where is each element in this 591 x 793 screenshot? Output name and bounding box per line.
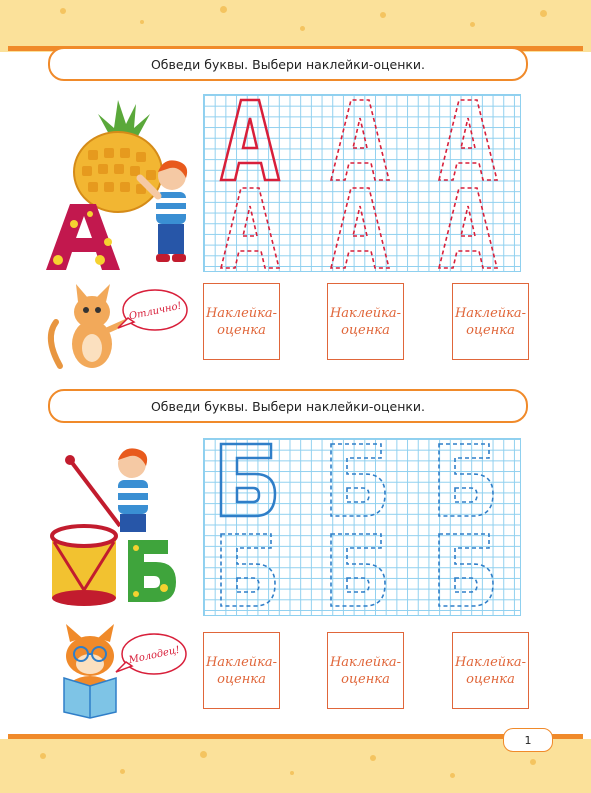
letter-b-dashed xyxy=(331,444,385,516)
sticker-label: Наклейка- оценка xyxy=(205,305,278,338)
speech-bubble-text: Отлично! xyxy=(128,300,183,323)
letter-b-dashed xyxy=(221,534,275,606)
letter-a-tracing-letters xyxy=(203,94,519,270)
speech-bubble-text: Молодец! xyxy=(127,644,181,667)
rating-sticker-slot[interactable] xyxy=(452,283,529,360)
pineapple-boy-illustration xyxy=(40,92,195,272)
exercise-2-instruction xyxy=(48,389,528,423)
cat-icon xyxy=(51,284,126,368)
cat-illustration xyxy=(40,278,190,378)
exercise-1-instruction xyxy=(48,47,528,81)
top-decor-band xyxy=(0,0,591,52)
fox-reading-icon xyxy=(64,624,116,718)
letter-b-tracing-letters xyxy=(203,438,519,614)
letter-a-dashed xyxy=(439,100,497,180)
rating-sticker-slot[interactable] xyxy=(203,283,280,360)
letter-b-dashed xyxy=(439,534,493,606)
letter-b-dashed xyxy=(331,534,385,606)
sticker-label: Наклейка- оценка xyxy=(454,305,527,338)
speech-bubble xyxy=(118,290,187,330)
rating-sticker-slot[interactable] xyxy=(452,632,529,709)
letter-a-dashed xyxy=(331,188,389,268)
speech-bubble xyxy=(116,634,186,674)
fox-illustration xyxy=(40,620,190,720)
sticker-label: Наклейка- оценка xyxy=(205,654,278,687)
sticker-label: Наклейка- оценка xyxy=(329,305,402,338)
letter-b-dashed xyxy=(439,444,493,516)
rating-sticker-slot[interactable] xyxy=(203,632,280,709)
bottom-decor-band xyxy=(0,739,591,793)
exercise-1-instruction-text: Обведи буквы. Выбери наклейки-оценки. xyxy=(150,56,426,72)
pineapple-icon xyxy=(74,100,162,212)
sticker-label: Наклейка- оценка xyxy=(454,654,527,687)
boy-icon xyxy=(118,448,148,532)
letter-a-dashed xyxy=(439,188,497,268)
rating-sticker-slot[interactable] xyxy=(327,632,404,709)
drum-boy-illustration xyxy=(40,440,200,610)
letter-b-solid xyxy=(221,444,275,516)
page-number xyxy=(503,728,553,752)
letter-a-dashed xyxy=(331,100,389,180)
letter-a-figure-icon xyxy=(46,204,120,270)
rating-sticker-slot[interactable] xyxy=(327,283,404,360)
letter-b-figure-icon xyxy=(128,540,176,602)
letter-a-solid xyxy=(221,100,279,180)
sticker-label: Наклейка- оценка xyxy=(329,654,402,687)
drum-icon xyxy=(52,455,120,606)
letter-a-dashed xyxy=(221,188,279,268)
exercise-2-instruction-text: Обведи буквы. Выбери наклейки-оценки. xyxy=(150,398,426,414)
page-number-text: 1 xyxy=(524,733,532,747)
